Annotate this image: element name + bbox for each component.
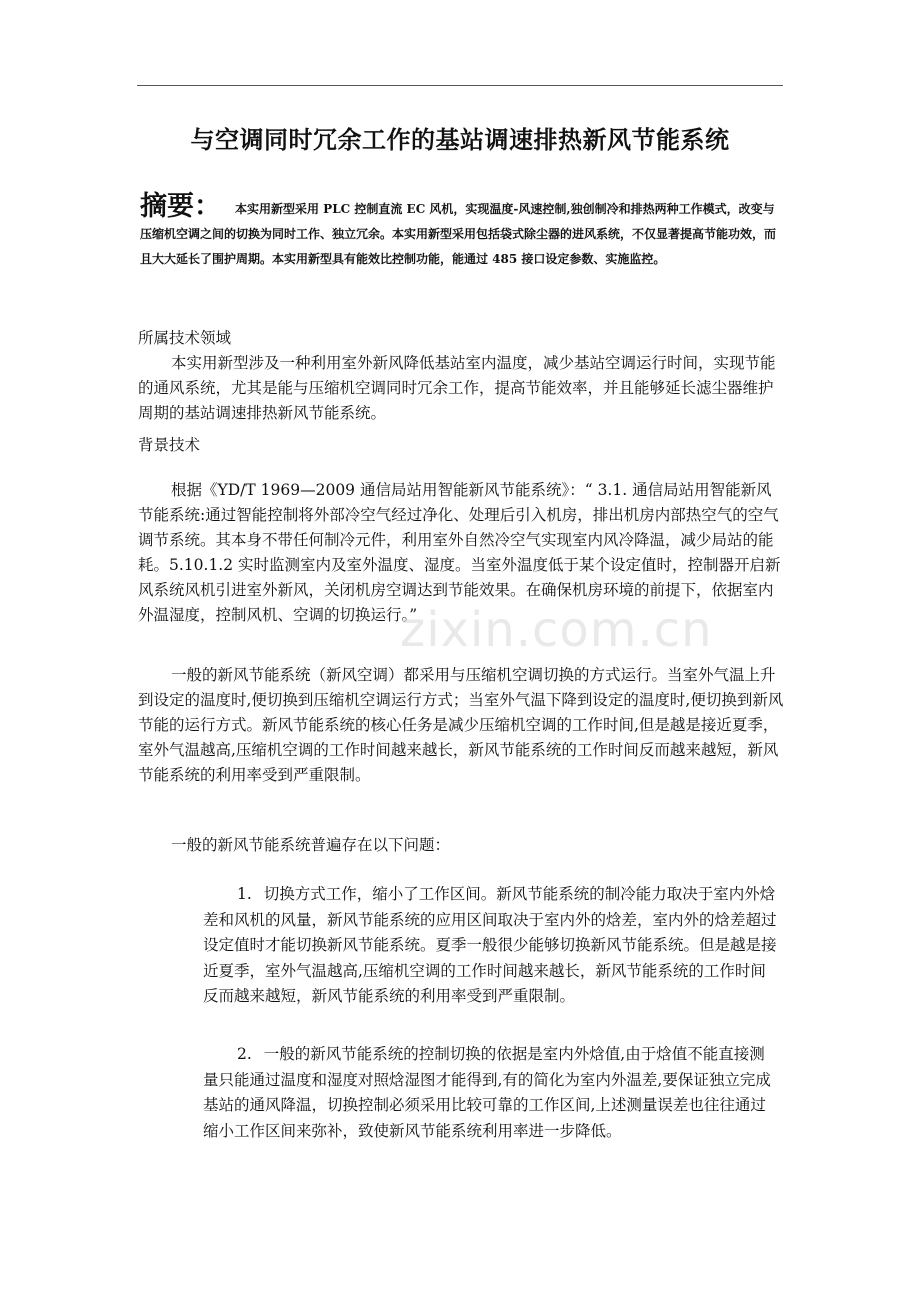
list-item-number: 2. [237,1045,252,1063]
document-title: 与空调同时冗余工作的基站调速排热新风节能系统 [190,126,730,154]
watermark: zixin.com.cn [400,602,713,658]
list-item-number: 1. [237,885,252,903]
problems-intro: 一般的新风节能系统普遍存在以下问题： [171,836,451,854]
abstract-label: 摘要： [140,191,221,222]
list-item [203,882,779,1010]
background-paragraph-1: 根据《YD/T 1969—2009 通信局站用智能新风节能系统》：“ 3.1. 通信局站用智能新风节能系统:通过智能控制将外部冷空气经过净化、处理后引入机房，排出机房内部热空气的空气调节系统。其本身不带任何制冷元件，利用室外自然冷空气实现室内风冷降温，减少局站的能耗。5.10.1.2 实时监测室内及室外温度、湿度。当室外温度低于某个设定值时，控制器开启新风系统风机引进室外新风，关闭机房空调达到节能效果。在确保机房环境的前提下，依据室内外温湿度，控制风机、空调的切换运行。” [138,481,781,624]
header-rule [137,85,783,86]
background-heading: 背景技术 [138,436,201,454]
list-item-text: 切换方式工作，缩小了工作区间。新风节能系统的制冷能力取决于室内外焓差和风机的风量，新风节能系统的应用区间取决于室内外的焓差，室内外的焓差超过设定值时才能切换新风节能系统。夏季一般很少能够切换新风节能系统。但是越是接近夏季，室外气温越高,压缩机空调的工作时间越来越长，新风节能系统的工作时间反而越来越短，新风节能系统的利用率受到严重限制。 [203,885,777,1005]
abstract-text: 本实用新型采用 PLC 控制直流 EC 风机，实现温度-风速控制,独创制冷和排热两种工作模式，改变与压缩机空调之间的切换为同时工作、独立冗余。本实用新型采用包括袋式除尘器的进风系统，不仅显著提高节能功效，而且大大延长了围护周期。本实用新型具有能效比控制功能，能通过 485 接口设定参数、实施监控。 [140,202,777,266]
list-item-text: 一般的新风节能系统的控制切换的依据是室内外焓值,由于焓值不能直接测量只能通过温度和湿度对照焓湿图才能得到,有的简化为室内外温差,要保证独立完成基站的通风降温，切换控制必须采用比较可靠的工作区间,上述测量误差也往往通过缩小工作区间来弥补，致使新风节能系统利用率进一步降低。 [203,1045,771,1140]
field-heading: 所属技术领域 [138,329,232,347]
field-paragraph: 本实用新型涉及一种利用室外新风降低基站室内温度，减少基站空调运行时间，实现节能的通风系统，尤其是能与压缩机空调同时冗余工作，提高节能效率，并且能够延长滤尘器维护周期的基站调速排热新风节能系统。 [138,354,776,422]
list-item [203,1042,779,1144]
abstract [140,192,786,272]
background-paragraph-2: 一般的新风节能系统（新风空调）都采用与压缩机空调切换的方式运行。当室外气温上升到设定的温度时,便切换到压缩机空调运行方式；当室外气温下降到设定的温度时,便切换到新风节能的运行方式。新风节能系统的核心任务是减少压缩机空调的工作时间,但是越是接近夏季，室外气温越高,压缩机空调的工作时间越来越长，新风节能系统的工作时间反而越来越短，新风节能系统的利用率受到严重限制。 [138,666,784,784]
